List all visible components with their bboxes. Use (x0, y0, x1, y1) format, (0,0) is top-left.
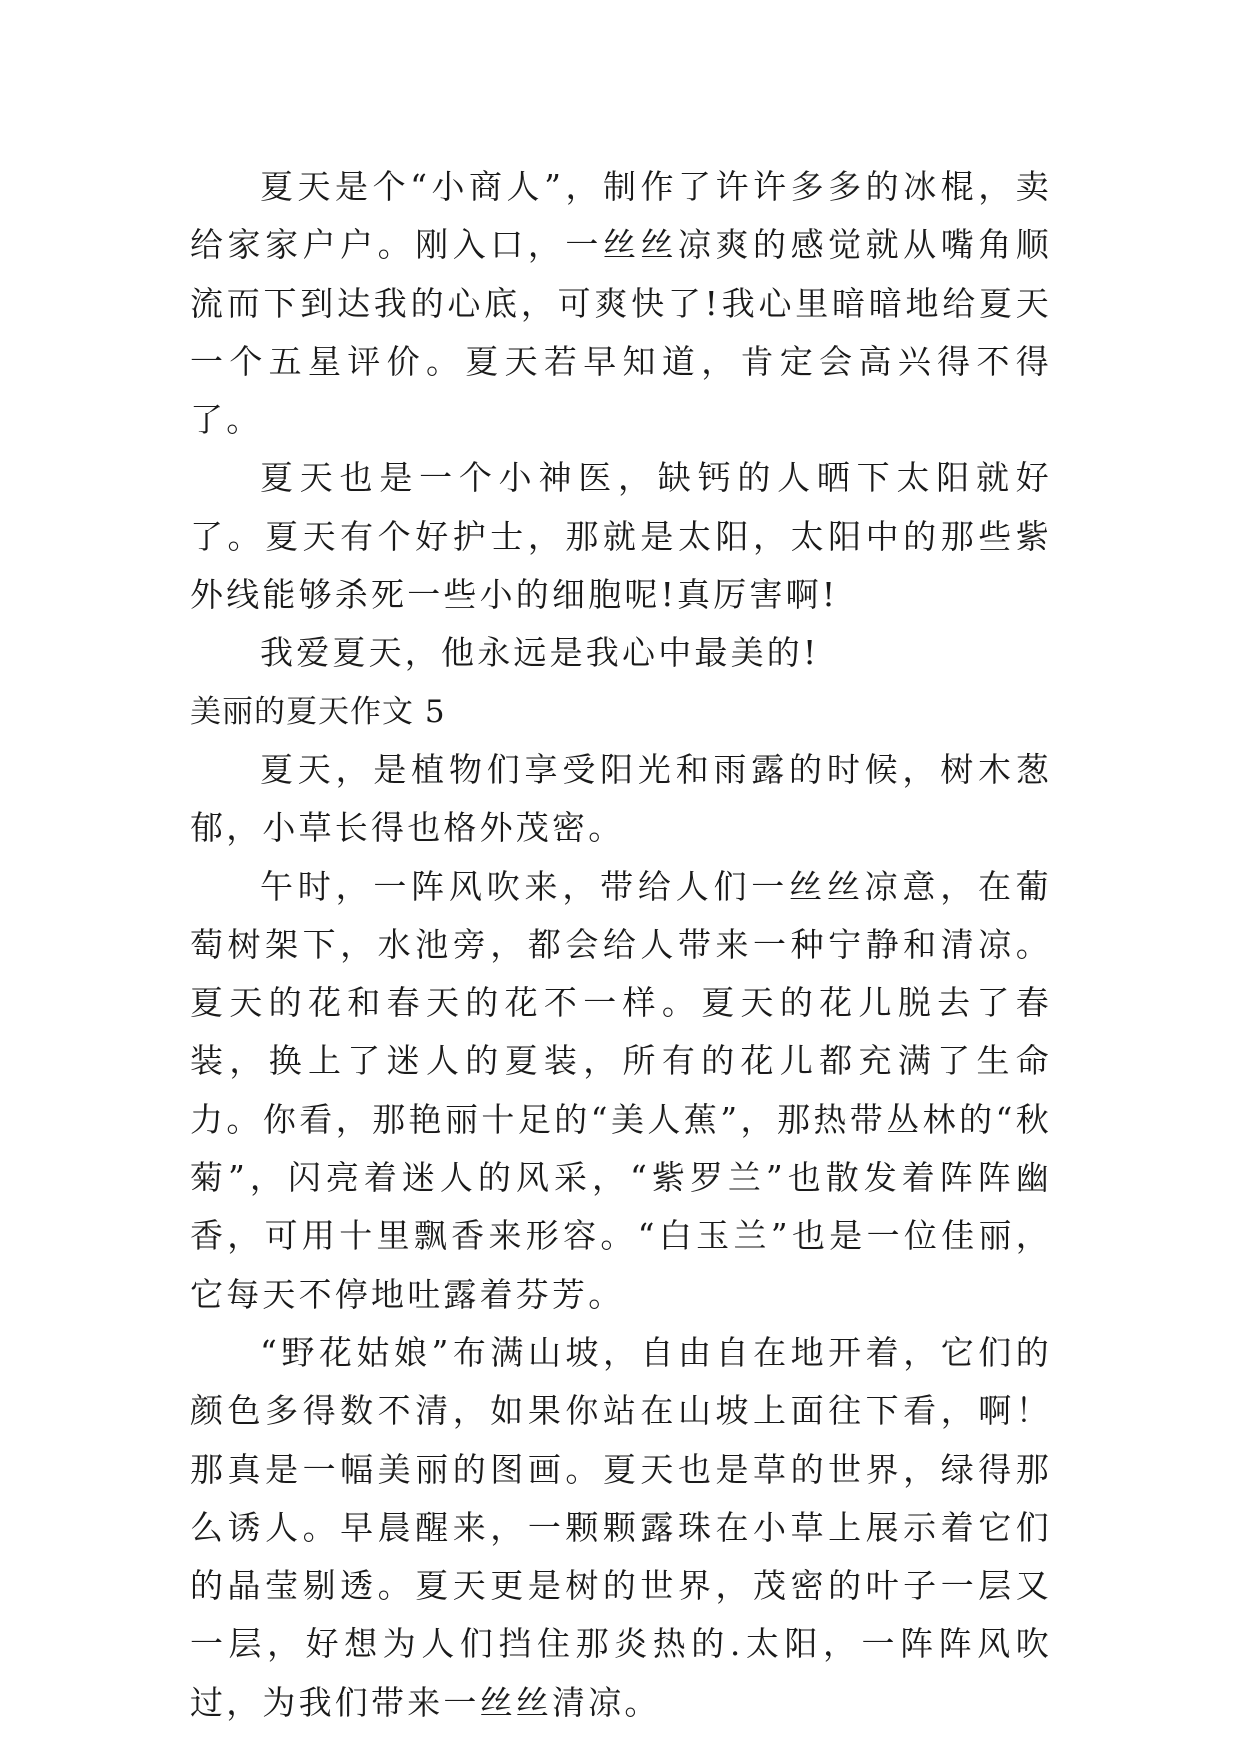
paragraph-plants: 夏天，是植物们享受阳光和雨露的时候，树木葱郁，小草长得也格外茂密。 (190, 749, 1052, 848)
document-page (190, 158, 1052, 1732)
paragraph-flowers: 午时，一阵风吹来，带给人们一丝丝凉意，在葡萄树架下，水池旁，都会给人带来一种宁静和清凉。夏天的花和春天的花不一样。夏天的花儿脱去了春装，换上了迷人的夏装，所有的花儿都充满了生命力。你看，那艳丽十足的“美人蕉”，那热带丛林的“秋菊”，闪亮着迷人的风采，“紫罗兰”也散发着阵阵幽香，可用十里飘香来形容。“白玉兰”也是一位佳丽，它每天不停地吐露着芬芳。 (190, 866, 1052, 1314)
paragraph-summer-doctor: 夏天也是一个小神医，缺钙的人晒下太阳就好了。夏天有个好护士，那就是太阳，太阳中的那些紫外线能够杀死一些小的细胞呢!真厉害啊! (190, 458, 1052, 615)
paragraph-love-summer: 我爱夏天，他永远是我心中最美的! (260, 633, 820, 673)
essay-heading: 美丽的夏天作文 5 (190, 693, 446, 730)
paragraph-summer-merchant: 夏天是个“小商人”，制作了许许多多的冰棍，卖给家家户户。刚入口，一丝丝凉爽的感觉就从嘴角顺流而下到达我的心底，可爽快了!我心里暗暗地给夏天一个五星评价。夏天若早知道，肯定会高兴得不得了。 (190, 167, 1052, 440)
paragraph-wildflowers: “野花姑娘”布满山坡，自由自在地开着，它们的颜色多得数不清，如果你站在山坡上面往下看，啊！那真是一幅美丽的图画。夏天也是草的世界，绿得那么诱人。早晨醒来，一颗颗露珠在小草上展示着它们的晶莹剔透。夏天更是树的世界，茂密的叶子一层又一层，好想为人们挡住那炎热的.太阳，一阵阵风吹过，为我们带来一丝丝清凉。 (190, 1332, 1052, 1722)
